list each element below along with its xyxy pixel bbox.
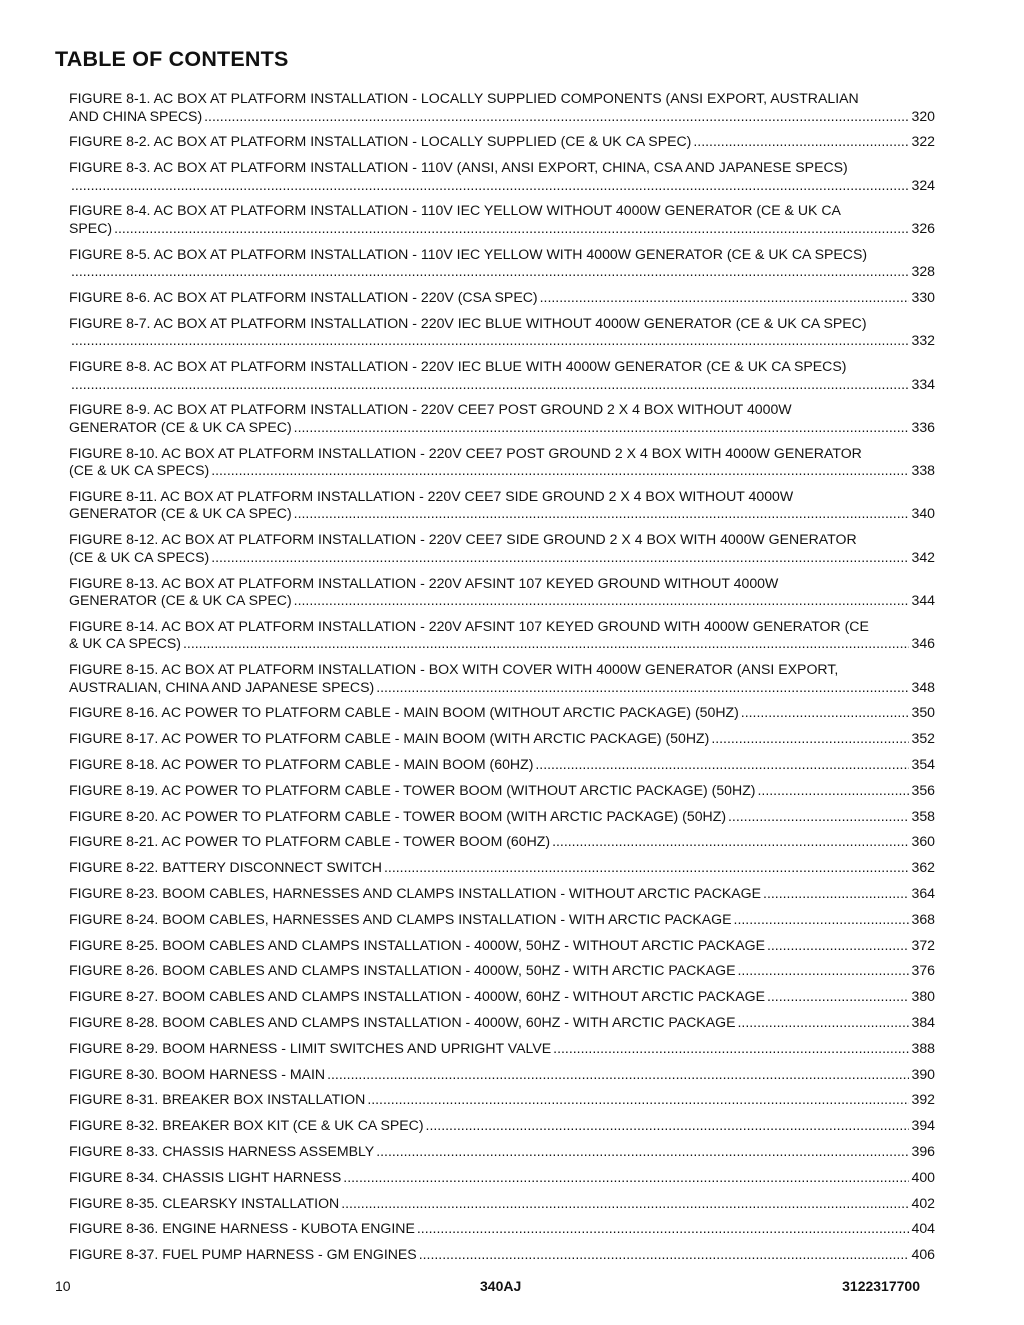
toc-entry-title: FIGURE 8-8. AC BOX AT PLATFORM INSTALLATION - 220V IEC BLUE WITH 4000W GENERATOR (CE & UK CA SPECS) (69, 358, 847, 375)
toc-entry-page: 372 (911, 936, 935, 953)
dot-leader (71, 376, 909, 394)
dot-leader (294, 592, 910, 610)
toc-entry[interactable] (69, 962, 935, 980)
toc-entry[interactable] (69, 661, 935, 696)
toc-entry-title: FIGURE 8-22. BATTERY DISCONNECT SWITCH (69, 859, 382, 876)
toc-entry-page: 330 (911, 288, 935, 305)
toc-entry[interactable] (69, 885, 935, 903)
toc-entry-page: 360 (911, 833, 935, 850)
toc-entry[interactable] (69, 859, 935, 877)
toc-entry-title: FIGURE 8-13. AC BOX AT PLATFORM INSTALLATION - 220V AFSINT 107 KEYED GROUND WITHOUT 4000W (69, 574, 779, 591)
toc-entry[interactable] (69, 246, 935, 281)
dot-leader (535, 756, 909, 774)
page-title: TABLE OF CONTENTS (55, 47, 289, 71)
toc-entry[interactable] (69, 1143, 935, 1161)
toc-entry[interactable] (69, 1195, 935, 1213)
footer-page-number: 10 (55, 1278, 71, 1294)
toc-entry-page: 392 (911, 1091, 935, 1108)
dot-leader (376, 1143, 909, 1161)
dot-leader (767, 988, 910, 1006)
toc-entry[interactable] (69, 704, 935, 722)
toc-entry[interactable] (69, 401, 935, 436)
toc-entry[interactable] (69, 488, 935, 523)
toc-entry[interactable] (69, 911, 935, 929)
toc-entry-page: 384 (911, 1014, 935, 1031)
toc-entry[interactable] (69, 988, 935, 1006)
toc-entry[interactable] (69, 1246, 935, 1264)
toc-entry-title-continued: & UK CA SPECS) (69, 635, 181, 652)
toc-entry[interactable] (69, 202, 935, 237)
toc-entry-title-continued: GENERATOR (CE & UK CA SPEC) (69, 505, 292, 522)
toc-entry-page: 340 (911, 505, 935, 522)
toc-entry-page: 362 (911, 859, 935, 876)
toc-entry[interactable] (69, 1014, 935, 1032)
dot-leader (763, 885, 909, 903)
toc-entry-page: 380 (911, 988, 935, 1005)
toc-entry-title: FIGURE 8-26. BOOM CABLES AND CLAMPS INSTALLATION - 4000W, 50HZ - WITH ARCTIC PACKAGE (69, 962, 736, 979)
toc-entry-title: FIGURE 8-21. AC POWER TO PLATFORM CABLE - TOWER BOOM (60HZ) (69, 833, 551, 850)
dot-leader (417, 1220, 910, 1238)
toc-entry-title: FIGURE 8-4. AC BOX AT PLATFORM INSTALLATION - 110V IEC YELLOW WITHOUT 4000W GENERATOR (CE & UK CA (69, 202, 841, 219)
toc-entry-page: 396 (911, 1143, 935, 1159)
toc-entry[interactable] (69, 1066, 935, 1084)
toc-entry-title-continued: (CE & UK CA SPECS) (69, 462, 210, 479)
dot-leader (343, 1169, 909, 1187)
toc-entry-page: 336 (911, 418, 935, 435)
toc-entry-title: FIGURE 8-32. BREAKER BOX KIT (CE & UK CA SPEC) (69, 1117, 424, 1134)
toc-entry-page: 334 (911, 375, 935, 392)
dot-leader (728, 808, 909, 826)
toc-entry[interactable] (69, 756, 935, 774)
toc-entry-page: 346 (911, 635, 935, 652)
toc-entry[interactable] (69, 1040, 935, 1058)
dot-leader (211, 549, 909, 567)
toc-entry[interactable] (69, 575, 935, 610)
toc-entry-page: 364 (911, 885, 935, 902)
toc-entry[interactable] (69, 1117, 935, 1135)
dot-leader (758, 782, 910, 800)
dot-leader (183, 635, 909, 653)
dot-leader (737, 962, 909, 980)
dot-leader (419, 1246, 910, 1264)
dot-leader (294, 505, 910, 523)
dot-leader (71, 332, 909, 350)
toc-entry-title: FIGURE 8-10. AC BOX AT PLATFORM INSTALLATION - 220V CEE7 POST GROUND 2 X 4 BOX WITH 4000W GENERATOR (69, 444, 862, 461)
dot-leader (384, 859, 910, 877)
toc-entry-title: FIGURE 8-23. BOOM CABLES, HARNESSES AND CLAMPS INSTALLATION - WITHOUT ARCTIC PACKAGE (69, 885, 762, 902)
toc-entry-page: 356 (911, 781, 935, 798)
dot-leader (741, 704, 910, 722)
toc-entry[interactable] (69, 730, 935, 748)
toc-entry-page: 320 (911, 107, 935, 124)
toc-entry-title: FIGURE 8-34. CHASSIS LIGHT HARNESS (69, 1168, 342, 1185)
dot-leader (376, 679, 909, 697)
toc-entry[interactable] (69, 90, 935, 125)
toc-entry-page: 338 (911, 462, 935, 479)
toc-entry-page: 326 (911, 219, 935, 236)
toc-entry-page: 394 (911, 1117, 935, 1134)
toc-entry-title-continued: AND CHINA SPECS) (69, 107, 203, 124)
dot-leader (693, 133, 909, 151)
toc-entry-title: FIGURE 8-36. ENGINE HARNESS - KUBOTA ENGINE (69, 1220, 415, 1237)
toc-list (69, 90, 935, 1272)
dot-leader (294, 419, 910, 437)
toc-entry-title: FIGURE 8-27. BOOM CABLES AND CLAMPS INSTALLATION - 4000W, 60HZ - WITHOUT ARCTIC PACKAGE (69, 988, 765, 1005)
toc-entry[interactable] (69, 445, 935, 480)
toc-entry[interactable] (69, 133, 935, 151)
dot-leader (71, 177, 909, 195)
toc-entry-page: 352 (911, 730, 935, 747)
dot-leader (204, 108, 909, 126)
toc-entry-title: FIGURE 8-20. AC POWER TO PLATFORM CABLE - TOWER BOOM (WITH ARCTIC PACKAGE) (50HZ) (69, 807, 727, 824)
toc-entry-page: 400 (911, 1168, 935, 1185)
toc-entry-page: 376 (911, 962, 935, 979)
toc-entry-title: FIGURE 8-30. BOOM HARNESS - MAIN (69, 1065, 326, 1082)
toc-entry-title: FIGURE 8-5. AC BOX AT PLATFORM INSTALLATION - 110V IEC YELLOW WITH 4000W GENERATOR (CE & UK CA SPECS) (69, 245, 868, 262)
toc-entry-title: FIGURE 8-11. AC BOX AT PLATFORM INSTALLATION - 220V CEE7 SIDE GROUND 2 X 4 BOX WITHOUT 4000W (69, 487, 794, 504)
toc-entry[interactable] (69, 315, 935, 350)
dot-leader (711, 730, 909, 748)
toc-entry-page: 328 (911, 263, 935, 280)
toc-entry[interactable] (69, 1220, 935, 1238)
footer-doc-number: 3122317700 (842, 1278, 920, 1294)
toc-entry-title: FIGURE 8-14. AC BOX AT PLATFORM INSTALLATION - 220V AFSINT 107 KEYED GROUND WITH 4000W GENERATOR (CE (69, 617, 869, 634)
dot-leader (114, 220, 909, 238)
toc-entry-title: FIGURE 8-1. AC BOX AT PLATFORM INSTALLATION - LOCALLY SUPPLIED COMPONENTS (ANSI EXPORT, AUSTRALIAN (69, 90, 859, 106)
toc-entry-title: FIGURE 8-28. BOOM CABLES AND CLAMPS INSTALLATION - 4000W, 60HZ - WITH ARCTIC PACKAGE (69, 1014, 736, 1031)
toc-entry-title: FIGURE 8-3. AC BOX AT PLATFORM INSTALLATION - 110V (ANSI, ANSI EXPORT, CHINA, CSA AND JAPANESE SPECS) (69, 159, 848, 176)
toc-entry-page: 404 (911, 1220, 935, 1237)
toc-entry[interactable] (69, 289, 935, 307)
toc-entry-title: FIGURE 8-29. BOOM HARNESS - LIMIT SWITCHES AND UPRIGHT VALVE (69, 1039, 552, 1056)
footer-model: 340AJ (480, 1278, 522, 1294)
toc-entry-title-continued: AUSTRALIAN, CHINA AND JAPANESE SPECS) (69, 678, 375, 695)
dot-leader (71, 263, 909, 281)
toc-entry-title: FIGURE 8-17. AC POWER TO PLATFORM CABLE - MAIN BOOM (WITH ARCTIC PACKAGE) (50HZ) (69, 730, 710, 747)
toc-entry-page: 332 (911, 332, 935, 349)
toc-entry-title-continued: SPEC) (69, 219, 113, 236)
dot-leader (737, 1014, 909, 1032)
toc-entry[interactable] (69, 358, 935, 393)
dot-leader (552, 833, 909, 851)
toc-entry[interactable] (69, 531, 935, 566)
toc-entry-page: 350 (911, 704, 935, 721)
dot-leader (211, 462, 909, 480)
toc-entry-title: FIGURE 8-24. BOOM CABLES, HARNESSES AND CLAMPS INSTALLATION - WITH ARCTIC PACKAGE (69, 910, 732, 927)
dot-leader (767, 937, 910, 955)
toc-entry-page: 402 (911, 1194, 935, 1211)
toc-entry-title: FIGURE 8-37. FUEL PUMP HARNESS - GM ENGINES (69, 1246, 417, 1263)
toc-entry-page: 344 (911, 592, 935, 609)
toc-entry-title: FIGURE 8-33. CHASSIS HARNESS ASSEMBLY (69, 1143, 375, 1159)
toc-entry-title-continued: GENERATOR (CE & UK CA SPEC) (69, 592, 292, 609)
toc-entry-title: FIGURE 8-19. AC POWER TO PLATFORM CABLE - TOWER BOOM (WITHOUT ARCTIC PACKAGE) (50HZ) (69, 781, 756, 798)
toc-entry-title: FIGURE 8-31. BREAKER BOX INSTALLATION (69, 1091, 366, 1108)
toc-entry-title: FIGURE 8-18. AC POWER TO PLATFORM CABLE - MAIN BOOM (60HZ) (69, 756, 534, 773)
toc-entry-title-continued: GENERATOR (CE & UK CA SPEC) (69, 418, 292, 435)
toc-entry-title-continued: (CE & UK CA SPECS) (69, 548, 210, 565)
toc-entry-page: 354 (911, 756, 935, 773)
toc-entry-title: FIGURE 8-25. BOOM CABLES AND CLAMPS INSTALLATION - 4000W, 50HZ - WITHOUT ARCTIC PACKAGE (69, 936, 765, 953)
dot-leader (327, 1066, 909, 1084)
toc-entry[interactable] (69, 1091, 935, 1109)
toc-entry-page: 322 (911, 133, 935, 150)
toc-entry[interactable] (69, 937, 935, 955)
toc-entry-page: 342 (911, 548, 935, 565)
dot-leader (341, 1195, 909, 1213)
toc-entry[interactable] (69, 1169, 935, 1187)
toc-entry-title: FIGURE 8-6. AC BOX AT PLATFORM INSTALLATION - 220V (CSA SPEC) (69, 288, 538, 305)
toc-entry[interactable] (69, 159, 935, 194)
toc-entry-page: 324 (911, 176, 935, 193)
toc-entry-page: 368 (911, 910, 935, 927)
toc-entry-title: FIGURE 8-7. AC BOX AT PLATFORM INSTALLATION - 220V IEC BLUE WITHOUT 4000W GENERATOR (CE & UK CA SPEC) (69, 314, 867, 331)
toc-entry-title: FIGURE 8-9. AC BOX AT PLATFORM INSTALLATION - 220V CEE7 POST GROUND 2 X 4 BOX WITHOUT 4000W (69, 401, 792, 418)
toc-entry[interactable] (69, 782, 935, 800)
toc-entry-page: 348 (911, 678, 935, 695)
dot-leader (426, 1117, 910, 1135)
toc-entry-title: FIGURE 8-16. AC POWER TO PLATFORM CABLE - MAIN BOOM (WITHOUT ARCTIC PACKAGE) (50HZ) (69, 704, 739, 721)
dot-leader (367, 1091, 909, 1109)
toc-entry-title: FIGURE 8-2. AC BOX AT PLATFORM INSTALLATION - LOCALLY SUPPLIED (CE & UK CA SPEC) (69, 133, 692, 150)
toc-entry[interactable] (69, 833, 935, 851)
toc-entry-title: FIGURE 8-15. AC BOX AT PLATFORM INSTALLATION - BOX WITH COVER WITH 4000W GENERATOR (ANSI EXPORT, (69, 661, 839, 678)
dot-leader (540, 289, 910, 307)
dot-leader (553, 1040, 909, 1058)
toc-entry-title: FIGURE 8-35. CLEARSKY INSTALLATION (69, 1194, 340, 1211)
toc-entry-page: 358 (911, 807, 935, 824)
dot-leader (734, 911, 910, 929)
toc-entry-page: 406 (911, 1246, 935, 1263)
toc-entry-title: FIGURE 8-12. AC BOX AT PLATFORM INSTALLATION - 220V CEE7 SIDE GROUND 2 X 4 BOX WITH 4000W GENERATOR (69, 531, 857, 548)
toc-entry[interactable] (69, 808, 935, 826)
toc-entry-page: 388 (911, 1039, 935, 1056)
toc-entry-page: 390 (911, 1065, 935, 1082)
toc-entry[interactable] (69, 618, 935, 653)
